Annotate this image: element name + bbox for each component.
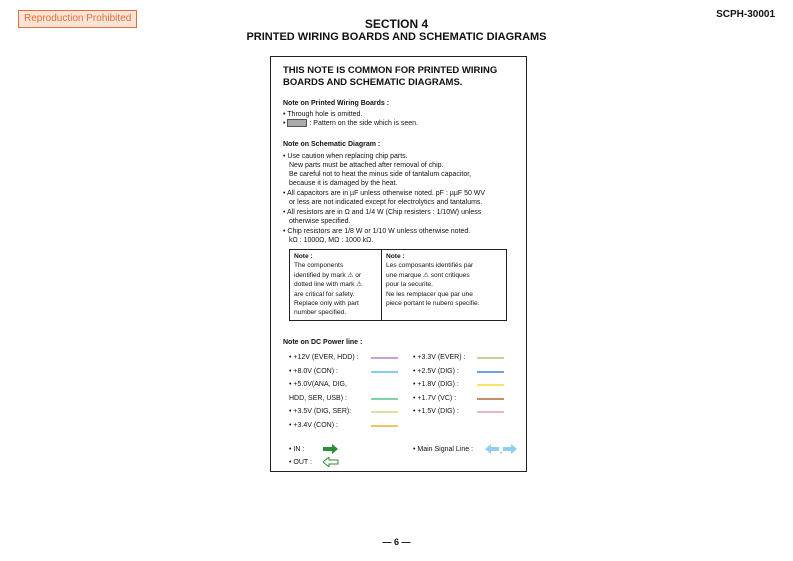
- power-right-label: • +2.5V (DIG) :: [413, 367, 459, 375]
- sch-line: Be careful not to heat the minus side of tantalum capacitor,: [289, 171, 472, 178]
- sch-line: otherwise specified.: [289, 218, 351, 225]
- sch-line: • Chip resistors are 1/8 W or 1/10 W unless otherwise noted.: [283, 228, 471, 235]
- power-left-color-line: [371, 398, 398, 400]
- schematic-title: Note on Schematic Diagram :: [283, 141, 381, 148]
- note-french: Note : Les composants identifiés par une marque ⚠ sont critiques pour la securite. Ne les remplacer que par une piece portant le nubero specifie.: [386, 253, 480, 308]
- power-right-color-line: [477, 398, 504, 400]
- in-arrow-icon: [323, 444, 339, 454]
- power-left-label: • +8.0V (CON) :: [289, 367, 338, 375]
- section-subtitle: PRINTED WIRING BOARDS AND SCHEMATIC DIAGRAMS: [246, 31, 547, 43]
- sch-line: • All resistors are in Ω and 1/4 W (Chip resisters : 1/10W) unless: [283, 209, 482, 216]
- power-right-color-line: [477, 357, 504, 359]
- pwb-line-2: • : Pattern on the side which is seen.: [283, 120, 418, 127]
- sch-line: • All capacitors are in µF unless otherwise noted. pF : µµF 50 WV: [283, 190, 486, 197]
- reproduction-stamp: Reproduction Prohibited: [18, 10, 137, 28]
- main-signal-arrows-icon: [485, 444, 517, 454]
- sch-line: kΩ : 1000Ω, MΩ : 1000 kΩ.: [289, 237, 374, 244]
- page-number: — 6 —: [382, 537, 411, 547]
- power-left-color-line: [371, 411, 398, 413]
- sch-line: or less are not indicated except for electrolytics and tantalums.: [289, 199, 483, 206]
- power-right-label: • +1.8V (DIG) :: [413, 381, 459, 389]
- sch-line: New parts must be attached after removal of chip.: [289, 162, 444, 169]
- pattern-swatch: [287, 119, 307, 127]
- pwb-line-1: • Through hole is omitted.: [283, 111, 363, 118]
- power-left-color-line: [371, 371, 398, 373]
- sch-line: because it is damaged by the heat.: [289, 180, 398, 187]
- power-left-color-line: [371, 425, 398, 427]
- power-right-color-line: [477, 371, 504, 373]
- pwb-title: Note on Printed Wiring Boards :: [283, 100, 390, 107]
- svg-text:,: ,: [500, 448, 502, 454]
- power-left-label: • +3.4V (CON) :: [289, 422, 338, 429]
- note-english: Note : The components identified by mark ⚠ or dotted line with mark ⚠ are critical for safety. Replace only with part number specified.: [290, 250, 382, 320]
- power-left-label: HDD, SER, USB) :: [289, 394, 347, 402]
- model-number: SCPH-30001: [716, 9, 775, 20]
- power-right-color-line: [477, 411, 504, 413]
- out-arrow-icon: [323, 457, 339, 467]
- dc-power-title: Note on DC Power line :: [283, 339, 363, 346]
- power-right-label: • +1.7V (VC) :: [413, 394, 457, 402]
- power-left-color-line: [371, 357, 398, 359]
- box-heading-2: BOARDS AND SCHEMATIC DIAGRAMS.: [283, 77, 463, 88]
- note-box: [270, 56, 527, 472]
- in-label: • IN :: [289, 446, 305, 453]
- sch-line: • Use caution when replacing chip parts.: [283, 153, 408, 160]
- power-left-label: • +3.5V (DIG, SER):: [289, 408, 352, 416]
- power-right-label: • +3.3V (EVER) :: [413, 354, 466, 361]
- main-signal-label: • Main Signal Line :: [413, 446, 474, 453]
- power-left-label: • +12V (EVER, HDD) :: [289, 354, 359, 361]
- power-right-color-line: [477, 384, 504, 386]
- power-right-label: • +1.5V (DIG) :: [413, 408, 459, 416]
- out-label: • OUT :: [289, 459, 312, 466]
- section-title: SECTION 4: [364, 17, 429, 31]
- power-left-label: • +5.0V(ANA, DIG,: [289, 381, 347, 389]
- safety-notes-table: [289, 249, 507, 321]
- box-heading-1: THIS NOTE IS COMMON FOR PRINTED WIRING: [283, 65, 498, 76]
